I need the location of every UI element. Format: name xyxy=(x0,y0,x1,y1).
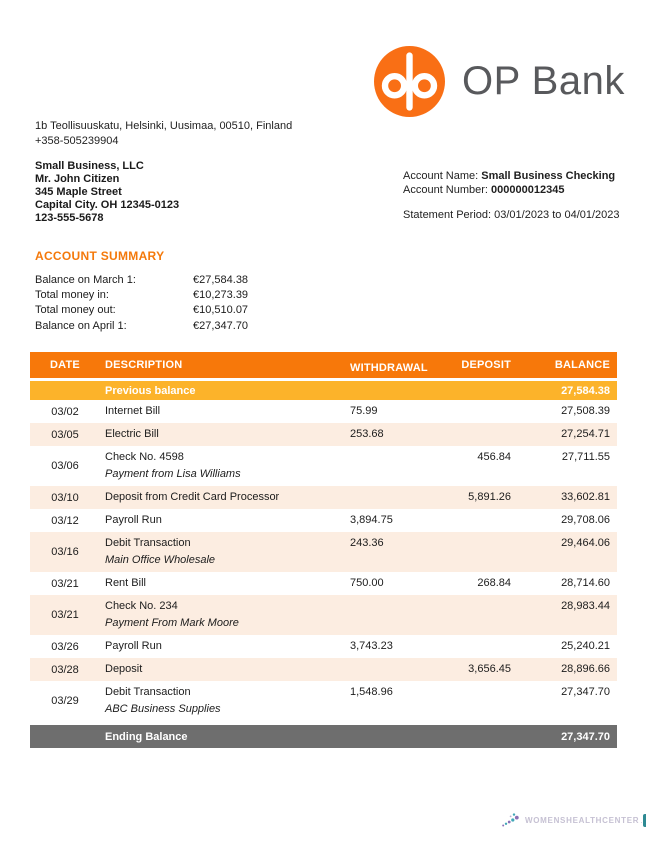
summary-label: Total money in: xyxy=(35,289,109,302)
transaction-description: Payroll Run xyxy=(105,640,162,652)
account-name-line xyxy=(403,170,620,184)
account-summary-title: ACCOUNT SUMMARY xyxy=(35,249,165,263)
summary-row xyxy=(35,287,248,302)
deposit-amount: 268.84 xyxy=(477,577,511,589)
withdrawal-amount: 253.68 xyxy=(350,428,384,440)
header-date: DATE xyxy=(50,359,80,371)
deposit-amount: 5,891.26 xyxy=(468,491,511,503)
table-row xyxy=(30,446,617,486)
summary-value: €10,510.07 xyxy=(193,304,249,317)
customer-address-block xyxy=(35,160,179,225)
transaction-description: Check No. 4598 xyxy=(105,451,184,463)
balance-amount: 28,983.44 xyxy=(561,600,610,612)
balance-amount: 27,347.70 xyxy=(561,686,610,698)
watermark xyxy=(501,812,646,829)
account-number-value: 000000012345 xyxy=(491,183,565,196)
balance-amount: 29,708.06 xyxy=(561,514,610,526)
transaction-description: Internet Bill xyxy=(105,405,161,417)
balance-amount: 27,254.71 xyxy=(561,428,610,440)
header-deposit: DEPOSIT xyxy=(461,359,511,371)
table-row xyxy=(30,572,617,595)
withdrawal-amount: 750.00 xyxy=(350,577,384,589)
transaction-note: ABC Business Supplies xyxy=(105,703,221,715)
account-name-label: Account Name: xyxy=(403,170,479,182)
ending-balance-row xyxy=(30,725,617,748)
table-row xyxy=(30,400,617,423)
transaction-date: 03/02 xyxy=(51,405,79,418)
statement-period-value: 03/01/2023 to 04/01/2023 xyxy=(494,209,620,221)
bank-logo xyxy=(374,46,625,117)
transaction-note: Payment from Lisa Williams xyxy=(105,468,241,480)
transaction-date: 03/05 xyxy=(51,428,79,441)
summary-value: €10,273.39 xyxy=(193,289,249,302)
bank-address-line: 1b Teollisuuskatu, Helsinki, Uusimaa, 00510, Finland xyxy=(35,120,293,132)
balance-amount: 27,711.55 xyxy=(561,451,610,463)
transaction-date: 03/16 xyxy=(51,546,79,558)
balance-amount: 28,714.60 xyxy=(561,577,610,589)
table-row xyxy=(30,509,617,532)
customer-company: Small Business, LLC xyxy=(35,160,144,172)
transaction-date: 03/12 xyxy=(51,514,79,527)
withdrawal-amount: 3,743.23 xyxy=(350,640,393,652)
table-header-row xyxy=(30,352,617,378)
deposit-amount xyxy=(430,423,515,446)
account-number-line xyxy=(403,184,620,198)
balance-amount: 29,464.06 xyxy=(561,537,610,549)
summary-row xyxy=(35,318,248,333)
watermark-swirl-icon xyxy=(501,812,523,829)
summary-row xyxy=(35,303,248,318)
transaction-description: Debit Transaction xyxy=(105,686,191,698)
transaction-description: Electric Bill xyxy=(105,428,159,440)
summary-value: €27,347.70 xyxy=(193,319,249,332)
header-withdrawal: WITHDRAWAL xyxy=(350,361,428,374)
transaction-date: 03/06 xyxy=(51,460,79,472)
transactions-table xyxy=(30,352,617,748)
statement-period-label: Statement Period: xyxy=(403,209,492,221)
transaction-note: Main Office Wholesale xyxy=(105,554,216,566)
summary-row xyxy=(35,272,248,287)
transaction-description: Deposit xyxy=(105,663,143,675)
transaction-date: 03/28 xyxy=(51,663,79,676)
withdrawal-amount: 1,548.96 xyxy=(350,686,393,698)
withdrawal-amount: 243.36 xyxy=(350,537,384,549)
transaction-description: Rent Bill xyxy=(105,577,146,589)
balance-amount: 33,602.81 xyxy=(561,491,610,503)
previous-balance-row xyxy=(30,381,617,400)
previous-balance-label: Previous balance xyxy=(105,384,196,397)
summary-label: Total money out: xyxy=(35,304,116,317)
op-bank-logo-icon xyxy=(374,46,445,117)
balance-amount: 27,508.39 xyxy=(561,405,610,417)
withdrawal-amount xyxy=(350,658,430,681)
watermark-separator: . xyxy=(640,816,643,825)
deposit-amount xyxy=(430,595,515,635)
deposit-amount xyxy=(430,635,515,658)
table-row xyxy=(30,595,617,635)
bank-address-block xyxy=(35,119,292,149)
ending-balance-amount: 27,347.70 xyxy=(561,730,610,743)
watermark-text: WOMENSHEALTHCENTER xyxy=(525,816,640,825)
statement-period-line xyxy=(403,209,620,223)
summary-label: Balance on March 1: xyxy=(35,273,136,286)
transaction-rows xyxy=(30,400,617,721)
balance-amount: 28,896.66 xyxy=(561,663,610,675)
customer-phone: 123-555-5678 xyxy=(35,212,104,224)
table-row xyxy=(30,486,617,509)
account-number-label: Account Number: xyxy=(403,183,488,196)
transaction-date: 03/10 xyxy=(51,491,79,504)
deposit-amount xyxy=(430,400,515,423)
withdrawal-amount: 3,894.75 xyxy=(350,514,393,526)
withdrawal-amount xyxy=(350,595,430,635)
transaction-date: 03/21 xyxy=(51,609,79,621)
table-row xyxy=(30,658,617,681)
transaction-note: Payment From Mark Moore xyxy=(105,617,239,629)
table-row xyxy=(30,532,617,572)
table-row xyxy=(30,635,617,658)
ending-balance-label: Ending Balance xyxy=(105,730,188,743)
customer-city: Capital City. OH 12345-0123 xyxy=(35,199,180,211)
balance-amount: 25,240.21 xyxy=(561,640,610,652)
transaction-description: Debit Transaction xyxy=(105,537,191,549)
deposit-amount xyxy=(430,532,515,572)
deposit-amount: 3,656.45 xyxy=(468,663,511,675)
transaction-description: Deposit from Credit Card Processor xyxy=(105,491,280,503)
header-balance: BALANCE xyxy=(554,359,610,371)
table-row xyxy=(30,681,617,721)
previous-balance-amount: 27,584.38 xyxy=(561,384,610,397)
table-row xyxy=(30,423,617,446)
customer-name: Mr. John Citizen xyxy=(35,173,120,185)
transaction-date: 03/26 xyxy=(51,640,79,653)
withdrawal-amount: 75.99 xyxy=(350,405,378,417)
summary-value: €27,584.38 xyxy=(193,273,249,286)
customer-street: 345 Maple Street xyxy=(35,186,122,198)
transaction-description: Check No. 234 xyxy=(105,600,178,612)
withdrawal-amount xyxy=(350,486,430,509)
bank-phone: +358-505239904 xyxy=(35,135,119,147)
bank-name: OP Bank xyxy=(462,59,625,103)
account-info-block xyxy=(403,170,620,223)
account-summary-block xyxy=(35,272,248,334)
deposit-amount: 456.84 xyxy=(477,451,511,463)
account-name-value: Small Business Checking xyxy=(481,170,616,182)
transaction-date: 03/29 xyxy=(51,695,79,707)
transaction-description: Payroll Run xyxy=(105,514,162,526)
deposit-amount xyxy=(430,509,515,532)
summary-label: Balance on April 1: xyxy=(35,319,127,332)
transaction-date: 03/21 xyxy=(51,577,79,590)
header-description: DESCRIPTION xyxy=(105,359,183,371)
withdrawal-amount xyxy=(350,446,430,486)
deposit-amount xyxy=(430,681,515,721)
